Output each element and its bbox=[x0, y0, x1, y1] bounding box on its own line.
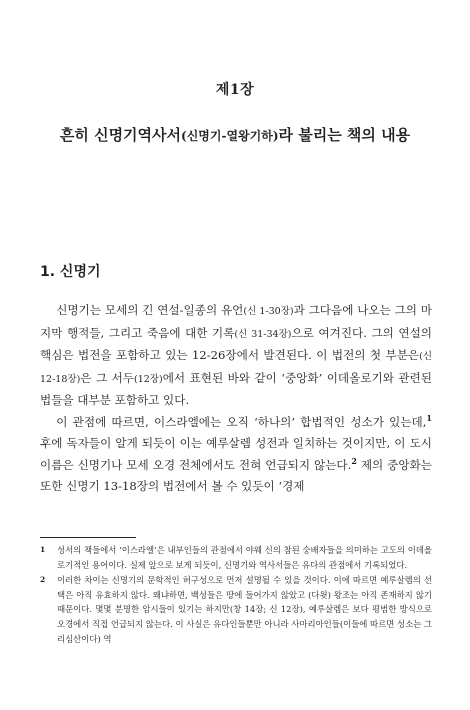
body-text bbox=[40, 300, 432, 498]
paragraph-1 bbox=[40, 300, 432, 412]
paragraph-1-ref-b: (신 31-34장) bbox=[234, 328, 292, 340]
footnote-divider bbox=[40, 537, 136, 538]
chapter-title bbox=[0, 124, 470, 145]
footnote-1-text: 성서의 책들에서 ‘이스라엘’은 내부인들의 관점에서 야웨 신의 참된 숭배자들을 의미하는 고도의 이데올로기적인 용어이다. 실제 앞으로 보게 되듯이, 신명기와 역사서들은 유다의 관점에서 기록되었다. bbox=[57, 545, 432, 570]
paragraph-2 bbox=[40, 412, 432, 498]
paragraph-1-ref-a: (신 1-30장) bbox=[243, 306, 294, 317]
paragraph-2-text-c: 제의 중앙화는 또한 신명기 13-18장의 법전에서 볼 수 있듯이 ‘경제 bbox=[40, 457, 432, 493]
footnote-ref-1[interactable]: 1 bbox=[426, 412, 432, 423]
footnotes bbox=[40, 543, 432, 647]
footnote-2-text: 이러한 차이는 신명기의 문학적인 허구성으로 먼저 설명될 수 있을 것이다. 이에 따르면 예루살렘의 선택은 아직 유효하지 않다. 왜냐하면, 백성들은 땅에 들어가지 않았고 (다윗) 왕조는 아직 존재하지 않기 때문이다. 몇몇 분명한 암시들이 있기는 하지만(창 14장; 신 12장), 예루살렘은 보다 평범한 방식으로 오경에서 직접 언급되지 않는다. 이 사실은 유다인들뿐만 아니라 사마리아인들(이들에 따르면 성소는 그리심산이다) 역 bbox=[57, 575, 433, 644]
paragraph-1-text-c: 으로 여겨진다. 그의 연설의 핵심은 법전을 포함하고 있는 12-26장에서 발견된다. 이 법전의 첫 부분은 bbox=[40, 325, 432, 362]
paragraph-1-ref-c: (신 12-18장) bbox=[40, 351, 432, 385]
footnote-1-number: 1 bbox=[40, 545, 46, 554]
section-heading: 1. 신명기 bbox=[40, 264, 101, 280]
chapter-title-paren: (신명기-열왕기하) bbox=[181, 129, 279, 143]
paragraph-2-text-b: 후에 독자들이 알게 되듯이 이는 예루살렘 성전과 일치하는 것이지만, 이 도시 이름은 신명기나 모세 오경 전체에서도 전혀 언급되지 않는다. bbox=[40, 436, 432, 472]
paragraph-1-text-a: 신명기는 모세의 긴 연설-일종의 유언 bbox=[56, 303, 244, 317]
paragraph-1-text-b: 과 그다음에 나오는 그의 마지막 행적들, 그리고 죽음에 대한 기록 bbox=[40, 303, 433, 340]
paragraph-1-text-d: 은 그 서두 bbox=[80, 370, 134, 385]
chapter-title-end: 라 불리는 책의 내용 bbox=[278, 126, 411, 144]
chapter-label: 제1장 bbox=[215, 82, 255, 98]
footnote-2-number: 2 bbox=[40, 575, 46, 585]
chapter-title-main: 흔히 신명기역사서 bbox=[59, 126, 182, 144]
footnote-1 bbox=[40, 543, 432, 572]
footnote-2 bbox=[40, 573, 432, 646]
paragraph-1-text-e: 에서 표현된 바와 같이 ‘중앙화’ 이데올로기와 관련된 법들을 대부분 포함하고 있다. bbox=[40, 370, 432, 407]
paragraph-2-text-a: 이 관점에 따르면, 이스라엘에는 오직 ‘하나의’ 합법적인 성소가 있는데, bbox=[56, 414, 427, 429]
footnote-ref-2[interactable]: 2 bbox=[351, 455, 357, 466]
paragraph-1-ref-d: (12장) bbox=[134, 373, 163, 385]
